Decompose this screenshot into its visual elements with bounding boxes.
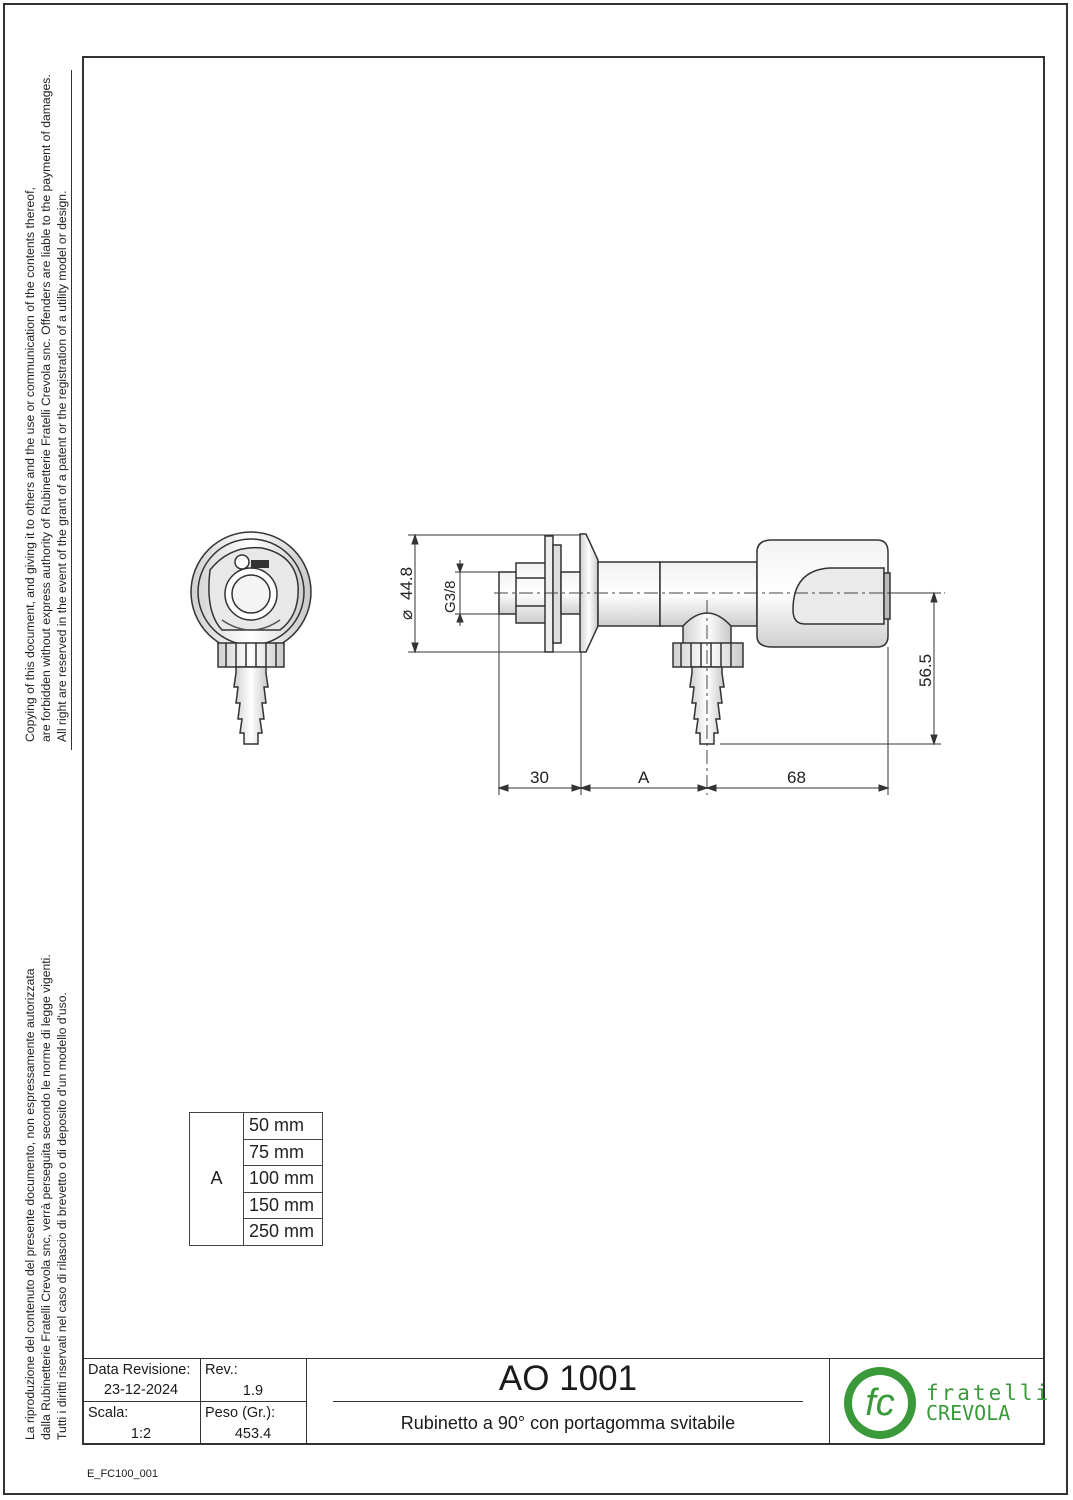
rev-value: 1.9 (242, 1383, 264, 1399)
weight-label: Peso (Gr.): (205, 1405, 276, 1421)
side-view (499, 534, 890, 744)
scale-value: 1:2 (130, 1426, 152, 1442)
legal-line: are forbidden without express authority of Rubinetterie Fratelli Crevola snc. Offenders are liable to the payment of damages. (39, 74, 53, 742)
a-table-label: A (190, 1113, 244, 1246)
scale-label: Scala: (88, 1405, 129, 1421)
a-table-value: 150 mm (244, 1192, 323, 1219)
dim-height: 56.5 (916, 653, 935, 687)
footer-code: E_FC100_001 (87, 1468, 158, 1480)
title-block (82, 1358, 1052, 1445)
dim-right: 68 (787, 768, 806, 787)
a-table-value: 75 mm (244, 1139, 323, 1166)
product-code: AO 1001 (498, 1359, 638, 1398)
dim-middle: A (638, 768, 650, 787)
a-table-value: 100 mm (244, 1166, 323, 1193)
logo-line2: CREVOLA (926, 1401, 1011, 1425)
weight-value: 453.4 (234, 1426, 272, 1442)
diameter-symbol: ⌀ (397, 609, 416, 620)
legal-line: Copying of this document, and giving it to others and the use or communication of the contents thereof, (23, 187, 37, 742)
logo-mark-icon (840, 1363, 920, 1443)
logo-line1: fratelli (926, 1381, 1052, 1405)
brand-label-icon (251, 560, 269, 568)
dim-diameter: 44.8 (397, 566, 416, 600)
legal-line: Tutti i diritti riservati nel caso di rilascio di brevetto o di deposito d'un modello d'uso. (55, 992, 69, 1440)
legal-line: All right are reserved in the event of the grant of a patent or the registration of a utility model or design. (55, 190, 69, 742)
a-table-value: 50 mm (244, 1113, 323, 1140)
product-description: Rubinetto a 90° con portagomma svitabile (400, 1413, 736, 1433)
revision-date: 23-12-2024 (103, 1382, 179, 1398)
legal-line: La riproduzione del contenuto del presente documento, non espressamente autorizzata (23, 968, 37, 1440)
logo-monogram: fc (865, 1382, 895, 1424)
a-dimension-table (189, 1112, 323, 1246)
legal-line: dalla Rubinetterie Fratelli Crevola snc, verrà perseguita secondo le norme di legge vigenti. (39, 954, 53, 1440)
front-view (191, 532, 311, 744)
dim-thread: G3/8 (442, 580, 459, 613)
a-table-value: 250 mm (244, 1219, 323, 1246)
dim-left: 30 (530, 768, 549, 787)
rev-label: Rev.: (205, 1362, 238, 1378)
revision-date-label: Data Revisione: (88, 1362, 191, 1378)
